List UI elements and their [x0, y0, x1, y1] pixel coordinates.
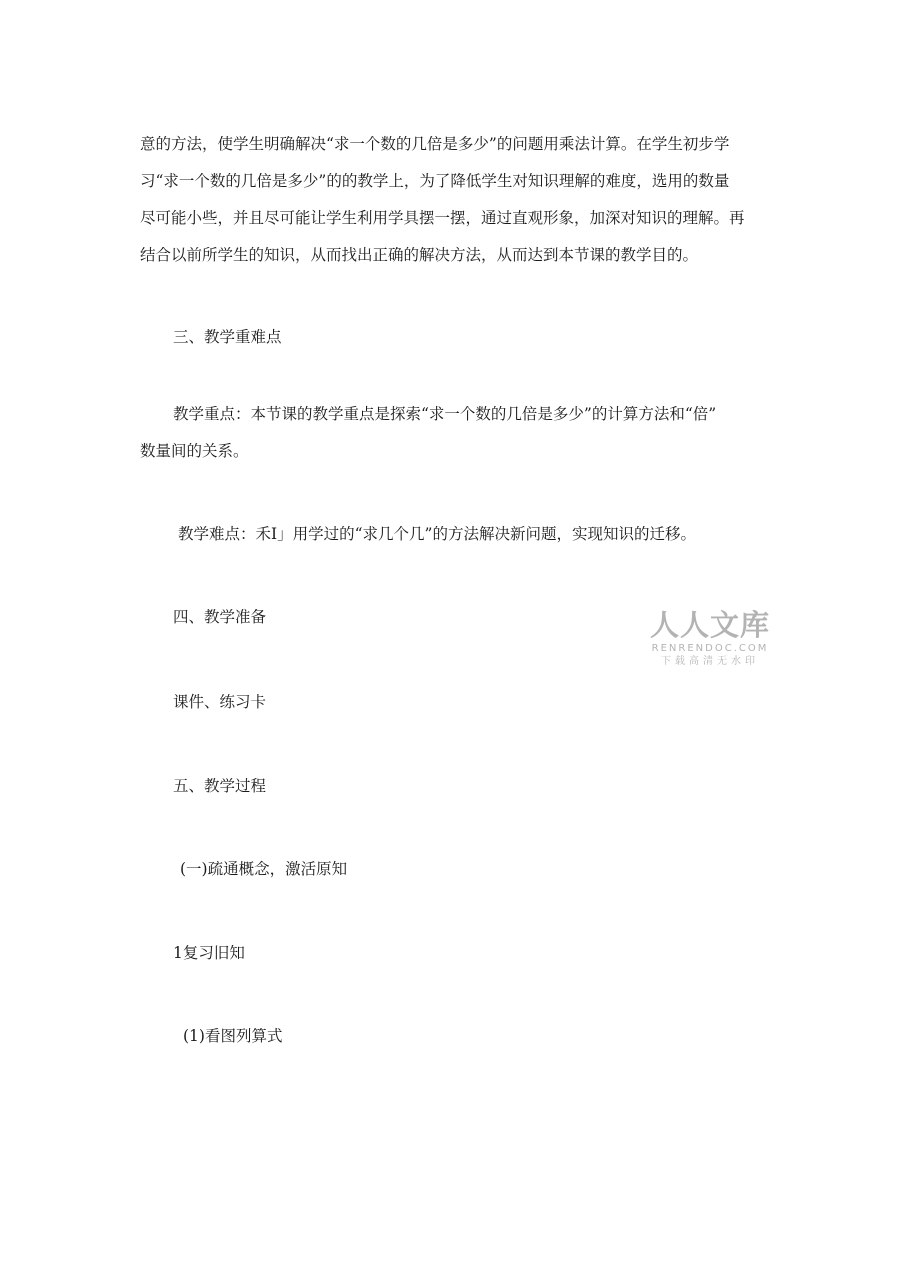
- watermark-logo: [640, 608, 780, 669]
- intro-line-4: 结合以前所学生的知识，从而找出正确的解决方法，从而达到本节课的教学目的。: [140, 246, 699, 264]
- difficulty-paragraph: 教学难点：禾I」用学过的“求几个几”的方法解决新问题，实现知识的迁移。: [178, 525, 696, 543]
- section-5-heading: 五、教学过程: [173, 777, 267, 795]
- materials-text: 课件、练习卡: [173, 693, 267, 711]
- intro-paragraph: [140, 126, 780, 274]
- intro-line-1: 意的方法，使学生明确解决“求一个数的几倍是多少”的问题用乘法计算。在学生初步学: [140, 135, 730, 153]
- watermark-title: 人人文库: [649, 608, 770, 642]
- key-point-line-1: 教学重点：本节课的教学重点是探索“求一个数的几倍是多少”的计算方法和“倍”: [173, 405, 717, 423]
- section-4-heading: 四、教学准备: [173, 608, 267, 626]
- intro-line-2: 习“求一个数的几倍是多少”的的教学上，为了降低学生对知识理解的难度，选用的数量: [140, 172, 730, 190]
- key-point-paragraph: [140, 396, 780, 470]
- review-item-1: (1)看图列算式: [183, 1027, 283, 1045]
- section-3-heading: 三、教学重难点: [173, 328, 282, 346]
- watermark-subtitle: 下载高清无水印: [661, 656, 759, 667]
- key-point-line-2: 数量间的关系。: [140, 442, 249, 460]
- review-heading: 1复习旧知: [173, 944, 245, 962]
- step-1-heading: (一)疏通概念，激活原知: [180, 860, 348, 878]
- watermark-url: RENRENDOC.COM: [651, 643, 769, 654]
- intro-line-3: 尽可能小些，并且尽可能让学生利用学具摆一摆，通过直观形象，加深对知识的理解。再: [140, 209, 745, 227]
